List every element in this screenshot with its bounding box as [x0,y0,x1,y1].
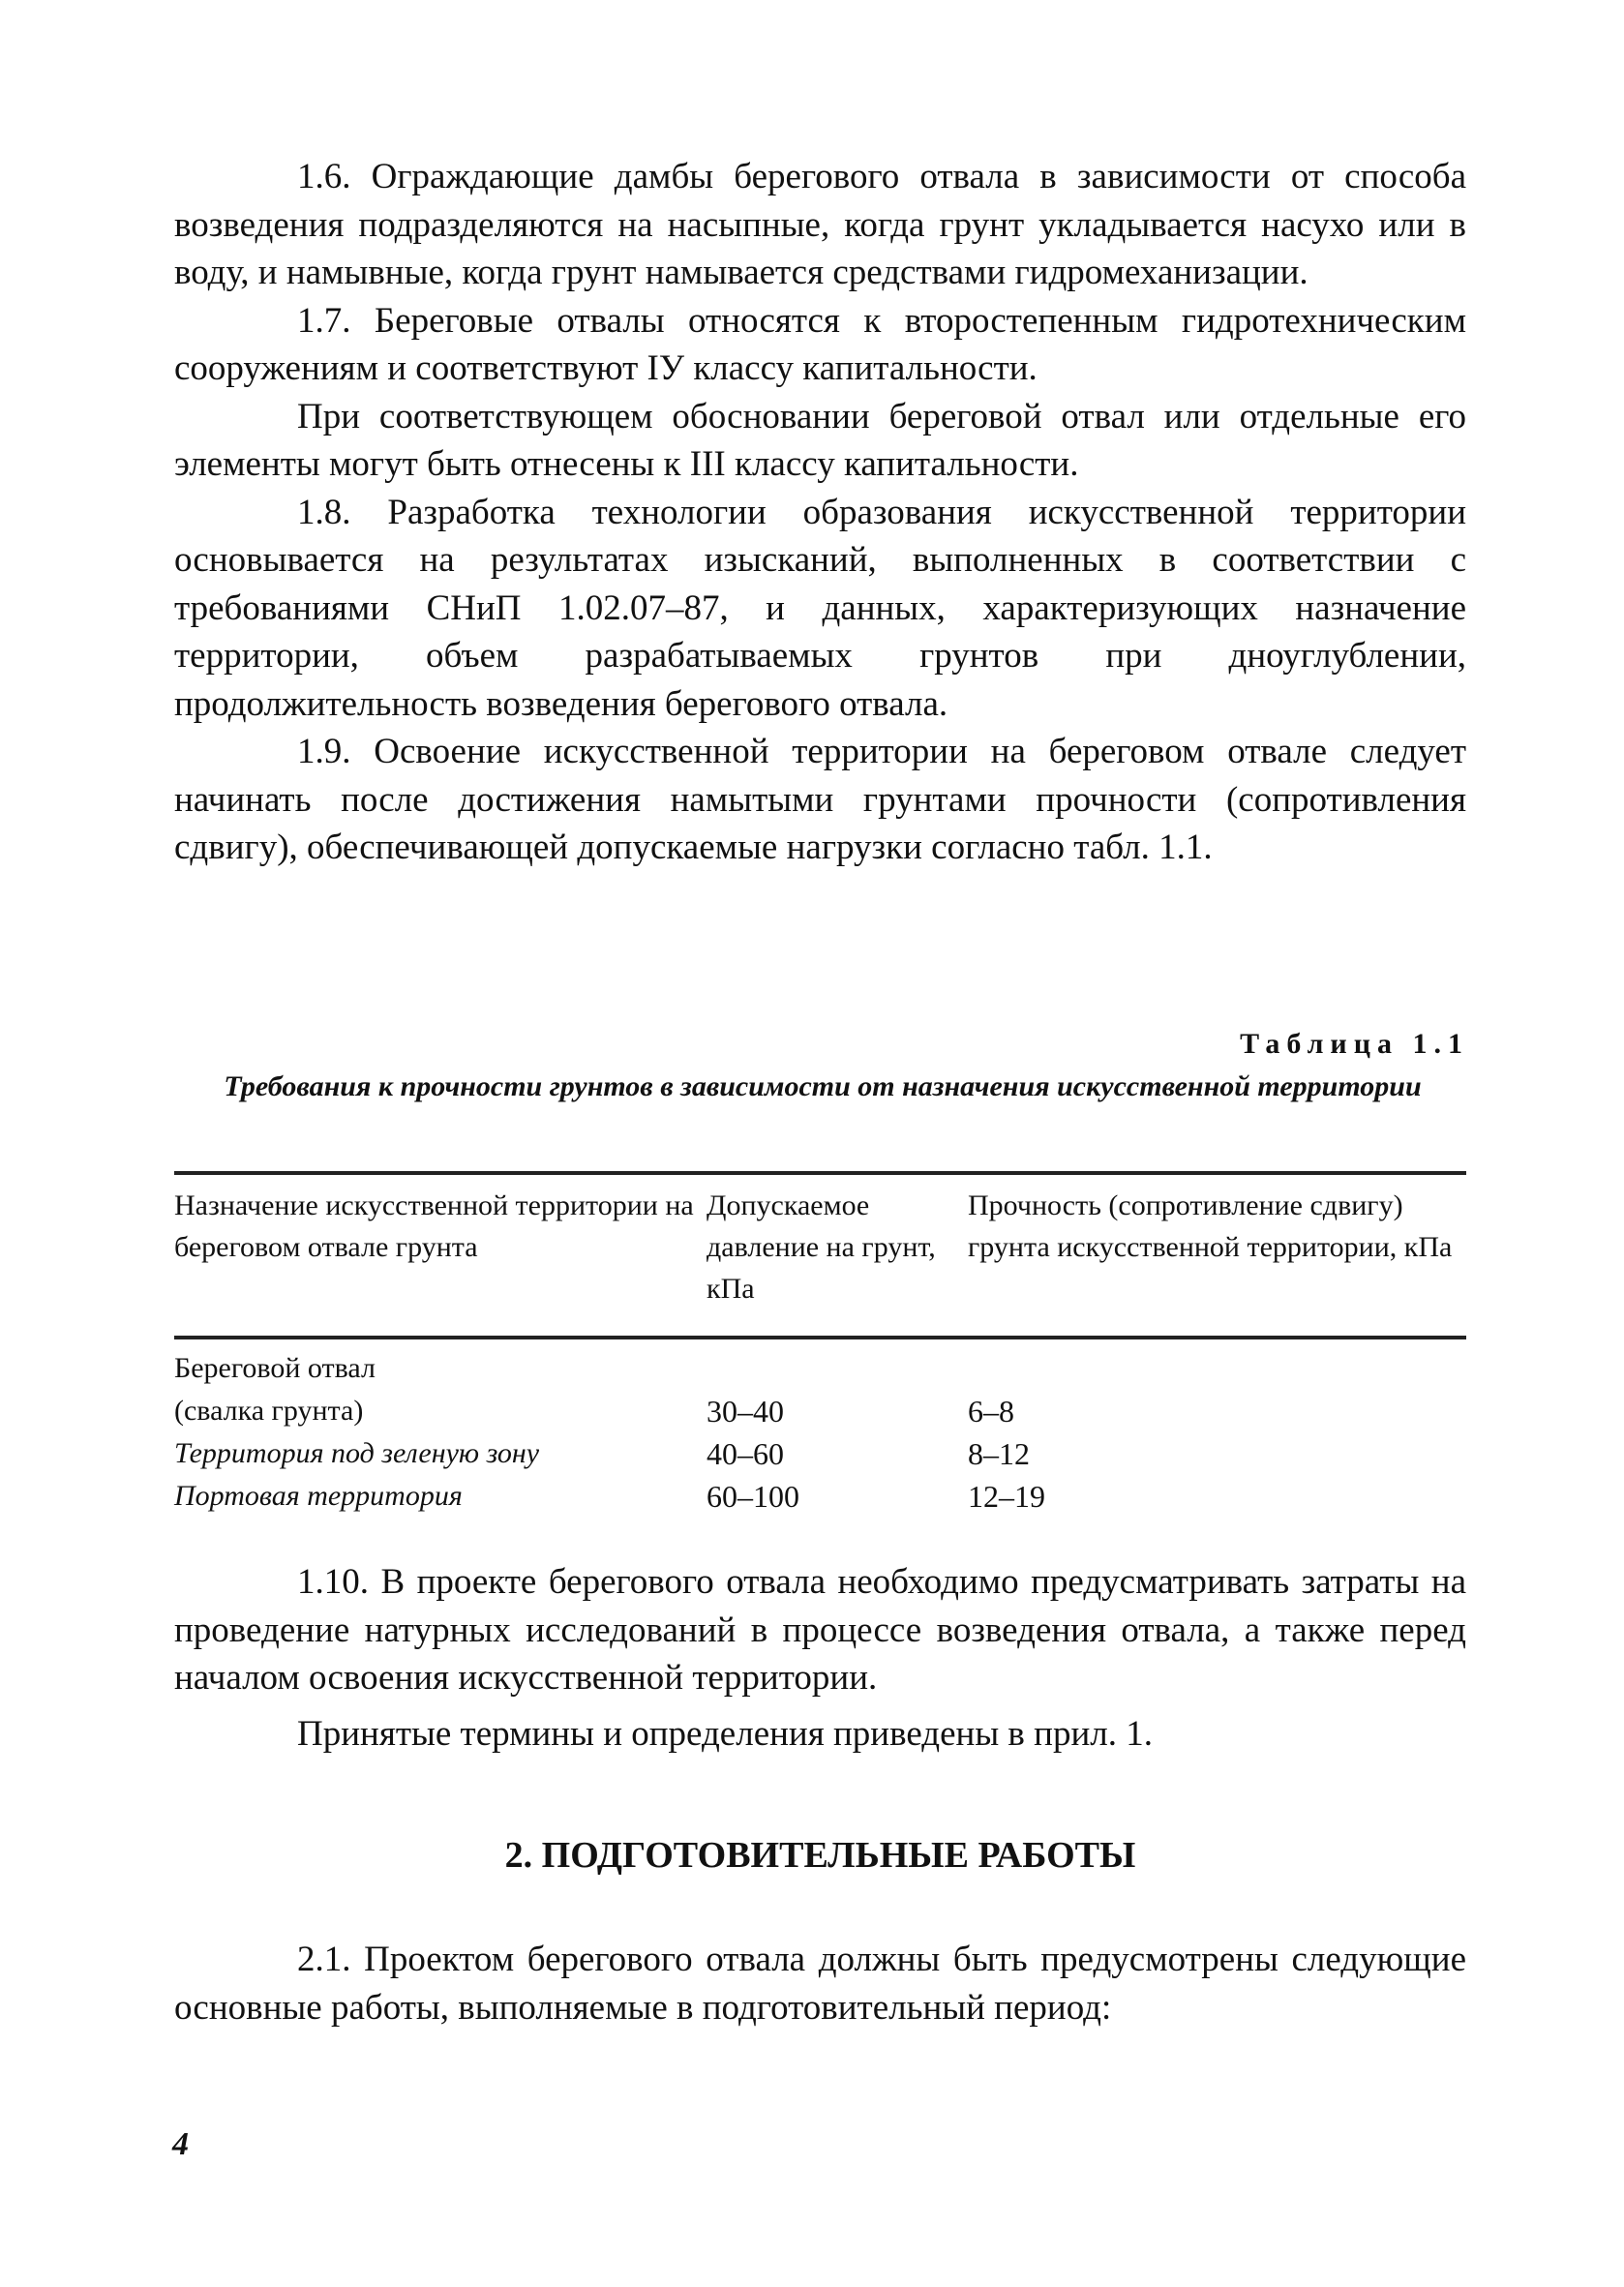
table-row [174,1475,1466,1518]
table-row [174,1432,1466,1475]
table-header-purpose: Назначение искусственной территории на береговом отвале грунта [174,1189,694,1263]
table-cell-pressure: 40–60 [707,1436,784,1471]
body-text-top [174,153,1466,872]
paragraph-1-7-continued: При соответствующем обосновании береговой отвал или отдельные его элементы могут быть отнесены к III классу капитальности. [174,396,1466,484]
paragraph-2-1: 2.1. Проектом берегового отвала должны быть предусмотрены следующие основные работы, выполняемые в подготовительный период: [174,1940,1466,2028]
paragraph-1-9: 1.9. Освоение искусственной территории на береговом отвале следует начинать после достижения намытыми грунтами прочности (сопротивления сдвигу), обеспечивающей допускаемые нагрузки согласно табл. 1.1. [174,732,1466,867]
table-cell-strength: 12–19 [968,1479,1045,1514]
table-top-rule [174,1171,1466,1175]
table-header-rule [174,1336,1466,1339]
table-header-strength: Прочность (сопротивление сдвигу) грунта искусственной территории, кПа [968,1189,1453,1263]
table-header-pressure: Допускаемое давление на грунт, кПа [707,1189,936,1305]
table-cell-pressure: 60–100 [707,1479,799,1514]
paragraph-1-7: 1.7. Береговые отвалы относятся к второстепенным гидротехническим сооружениям и соответствуют IУ классу капитальности. [174,300,1466,388]
table-label: Таблица 1.1 [1240,1028,1469,1060]
table-row [174,1347,1466,1390]
table-cell-purpose: Территория под зеленую зону [174,1437,540,1469]
table-body [174,1347,1466,1518]
table-cell-strength: 6–8 [968,1394,1014,1429]
table-cell-pressure: 30–40 [707,1394,784,1429]
paragraph-1-6: 1.6. Ограждающие дамбы берегового отвала в зависимости от способа возведения подразделяются на насыпные, когда грунт укладывается насухо или в воду, и намывные, когда грунт намывается средствами гидромеханизации. [174,157,1466,292]
table-row [174,1390,1466,1432]
table-cell-purpose: (свалка грунта) [174,1395,364,1427]
table-cell-purpose: Портовая территория [174,1480,463,1512]
paragraph-1-8: 1.8. Разработка технологии образования искусственной территории основывается на результатах изысканий, выполненных в соответствии с требованиями СНиП 1.02.07–87, и данных, характеризующих назначение территории, объем разрабатываемых грунтов при дноуглублении, продолжительность возведения берегового отвала. [174,492,1466,724]
paragraph-1-10: 1.10. В проекте берегового отвала необходимо предусматривать затраты на проведение натурных исследований в процессе возведения отвала, а также перед началом освоения искусственной территории. [174,1562,1466,1698]
table-cell-strength: 8–12 [968,1436,1030,1471]
table-title: Требования к прочности грунтов в зависимости от назначения искусственной территории [224,1070,1422,1102]
body-text-bottom [174,1558,1466,1758]
body-text-section-2 [174,1936,1466,2031]
section-heading: 2. ПОДГОТОВИТЕЛЬНЫЕ РАБОТЫ [504,1835,1136,1876]
table-cell-purpose: Береговой отвал [174,1352,376,1384]
page-number: 4 [172,2126,189,2162]
paragraph-terms: Принятые термины и определения приведены в прил. 1. [297,1713,1153,1754]
